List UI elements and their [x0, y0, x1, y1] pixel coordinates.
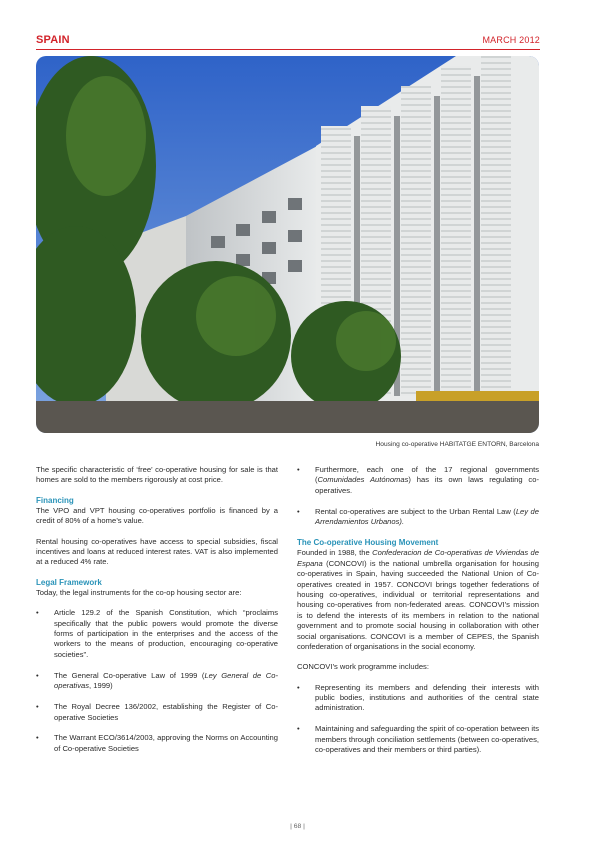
list-item-text: Rental co-operatives are subject to the Urban Rental Law ( — [315, 506, 516, 516]
list-item — [297, 683, 539, 714]
bullet-glyph: • — [297, 682, 300, 692]
list-item-emphasis: Comunidades Autónomas — [317, 475, 409, 485]
regulation-list — [297, 465, 539, 528]
section-country-title: SPAIN — [36, 34, 70, 46]
bullet-glyph: • — [297, 465, 300, 474]
list-item — [36, 608, 278, 660]
list-item — [36, 702, 278, 723]
page-header — [36, 34, 540, 50]
bullet-glyph: • — [36, 702, 39, 712]
legal-framework-heading: Legal Framework — [36, 577, 102, 587]
issue-date: MARCH 2012 — [482, 35, 540, 45]
left-column — [36, 465, 278, 765]
list-item-text-end: ) has its own laws regulating co-operatives. — [315, 475, 539, 495]
list-item — [297, 507, 539, 528]
bullet-glyph: • — [36, 608, 39, 618]
list-item-text: Furthermore, each one of the 17 regional governments ( — [315, 465, 539, 485]
building-photo — [36, 56, 539, 433]
financing-paragraph-2: Rental housing co-operatives have access to special subsidies, fiscal incentives and loans at reduced interest rates. VAT is also implemented at a reduced 4% rate. — [36, 536, 278, 567]
work-programme-list — [297, 683, 539, 756]
list-item — [297, 465, 539, 496]
page-number: | 68 | — [290, 823, 305, 830]
movement-paragraph — [297, 548, 539, 652]
photo-caption: Housing co-operative HABITATGE ENTORN, Barcelona — [375, 441, 539, 448]
financing-heading: Financing — [36, 495, 74, 505]
list-item-text: Representing its members and defending their interests with public bodies, institutions and authorities of the central state administration. — [315, 682, 539, 713]
list-item-text-end: , 1999) — [89, 681, 113, 691]
list-item — [297, 724, 539, 755]
legal-framework-intro: Today, the legal instruments for the co-op housing sector are: — [36, 588, 242, 598]
right-column — [297, 465, 539, 766]
programme-intro: CONCOVI’s work programme includes: — [297, 662, 429, 672]
bullet-glyph: • — [297, 506, 300, 516]
list-item — [36, 733, 278, 754]
building-illustration — [36, 56, 539, 433]
list-item-text: Article 129.2 of the Spanish Constitution, which “proclaims specifically that the public powers would promote the diverse forms of participation in the enterprises and the access of the workers to the means of production, encouraging co-operative societies”. — [54, 608, 278, 659]
list-item-text: The Warrant ECO/3614/2003, approving the Norms on Accounting of Co-operative Societies — [54, 733, 278, 753]
list-item-text: The General Co-operative Law of 1999 ( — [54, 670, 205, 680]
bullet-glyph: • — [297, 724, 300, 734]
bullet-glyph: • — [36, 670, 39, 680]
list-item — [36, 671, 278, 692]
movement-text-start: Founded in 1988, the — [297, 548, 373, 558]
financing-paragraph-1: The VPO and VPT housing co-operatives portfolio is financed by a credit of 80% of a home’s value. — [36, 506, 278, 526]
list-item-emphasis: Ley de Arrendamientos Urbanos). — [315, 506, 539, 527]
bullet-glyph: • — [36, 733, 39, 743]
intro-paragraph: The specific characteristic of ‘free’ co-operative housing for sale is that homes are sold to the members rigorously at cost price. — [36, 465, 278, 485]
movement-org-name: Confederacion de Co-operativas de Viviendas de Espana — [297, 548, 540, 568]
list-item-text: Maintaining and safeguarding the spirit of co-operation between its members through conciliation settlements (between co-operatives, co-operatives and their members or third parties). — [315, 724, 539, 755]
movement-heading: The Co-operative Housing Movement — [297, 538, 439, 548]
list-item-text: The Royal Decree 136/2002, establishing the Register of Co-operative Societies — [54, 702, 278, 722]
movement-text-end: (CONCOVI) is the national umbrella organisation for housing co-operatives in Spain, having succeeded the National Union of Co-operatives created in 1957. CONCOVI brings together federations of housing co-operatives, individual or territorial representations and housing co-operatives from non-federated areas. CONCOVI’s mission is to defend the interests of its members in relation to the national government and to promote social housing in collaboration with other social organisations. CONCOVI is a member of CEPES, the Spanish confederation of organisations in the social economy. — [297, 558, 539, 652]
legal-instruments-list — [36, 608, 278, 754]
list-item-emphasis: Ley General de Co-operativas — [54, 670, 278, 691]
